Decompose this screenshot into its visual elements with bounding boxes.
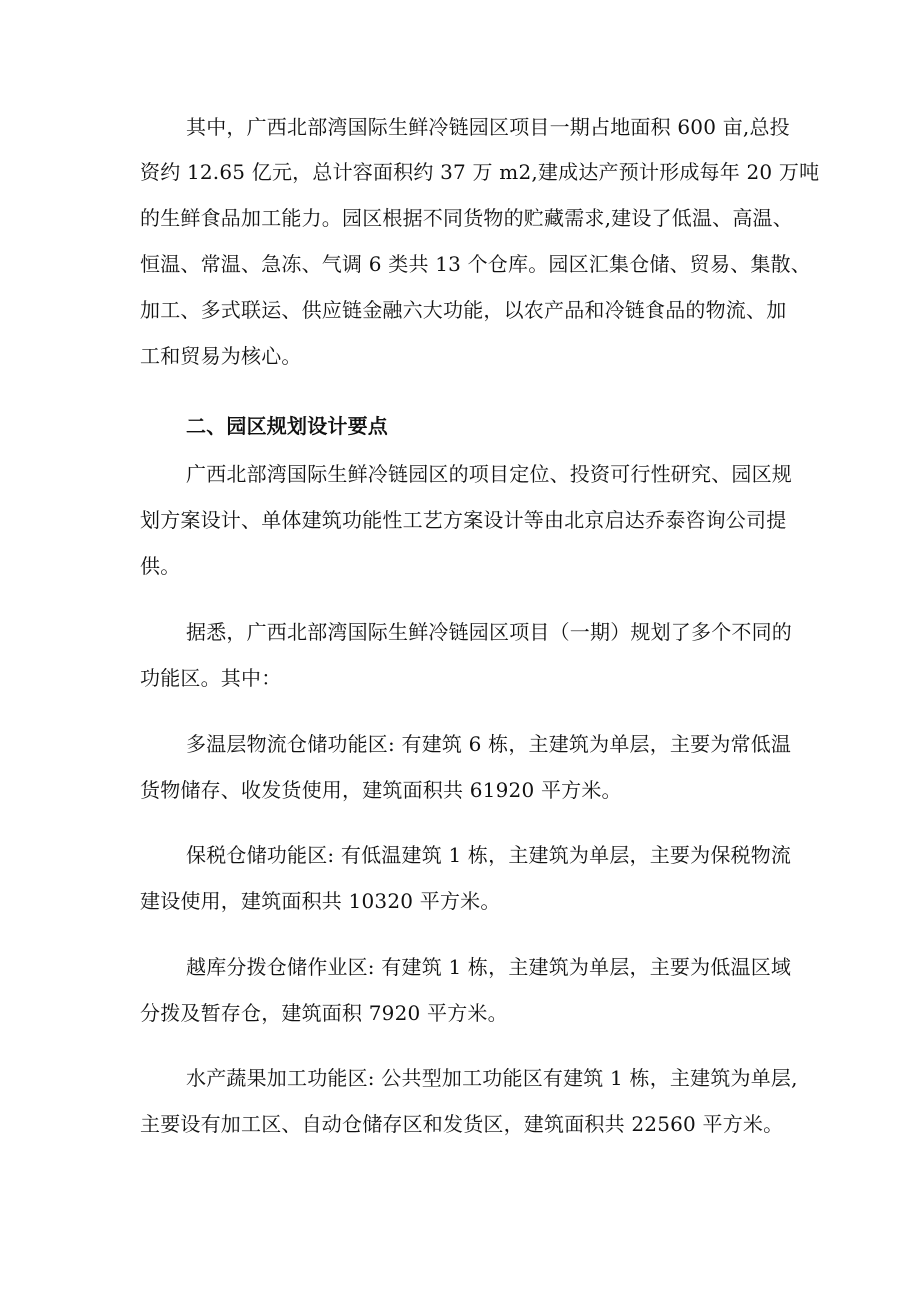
paragraph-1-line-6: 工和贸易为核心。: [140, 344, 302, 368]
paragraph-1-line-1: 其中，广西北部湾国际生鲜冷链园区项目一期占地面积 600 亩,总投: [186, 115, 790, 139]
paragraph-1-line-5: 加工、多式联运、供应链金融六大功能，以农产品和冷链食品的物流、加: [140, 298, 787, 322]
paragraph-4-line-2: 货物储存、收发货使用，建筑面积共 61920 平方米。: [140, 778, 622, 802]
paragraph-2-line-3: 供。: [140, 554, 181, 578]
paragraph-7-line-1: 水产蔬果加工功能区: 公共型加工功能区有建筑 1 栋，主建筑为单层,: [186, 1066, 798, 1090]
paragraph-3-line-2: 功能区。其中：: [140, 666, 282, 690]
paragraph-1-line-2: 资约 12.65 亿元，总计容面积约 37 万 m2,建成达产预计形成每年 20 万吨: [140, 160, 820, 184]
paragraph-1-line-4: 恒温、常温、急冻、气调 6 类共 13 个仓库。园区汇集仓储、贸易、集散、: [140, 252, 812, 276]
paragraph-2-line-2: 划方案设计、单体建筑功能性工艺方案设计等由北京启达乔泰咨询公司提: [140, 508, 787, 532]
paragraph-6-line-2: 分拨及暂存仓，建筑面积 7920 平方米。: [140, 1001, 508, 1025]
paragraph-4-line-1: 多温层物流仓储功能区: 有建筑 6 栋，主建筑为单层，主要为常低温: [186, 732, 792, 756]
paragraph-3-line-1: 据悉，广西北部湾国际生鲜冷链园区项目（一期）规划了多个不同的: [186, 620, 792, 644]
paragraph-5-line-1: 保税仓储功能区: 有低温建筑 1 栋，主建筑为单层，主要为保税物流: [186, 843, 792, 867]
paragraph-7-line-2: 主要设有加工区、自动仓储存区和发货区，建筑面积共 22560 平方米。: [140, 1112, 784, 1136]
paragraph-2-line-1: 广西北部湾国际生鲜冷链园区的项目定位、投资可行性研究、园区规: [186, 462, 792, 486]
section-heading: 二、园区规划设计要点: [186, 414, 388, 438]
paragraph-6-line-1: 越库分拨仓储作业区: 有建筑 1 栋，主建筑为单层，主要为低温区域: [186, 955, 792, 979]
paragraph-5-line-2: 建设使用，建筑面积共 10320 平方米。: [140, 889, 501, 913]
paragraph-1-line-3: 的生鲜食品加工能力。园区根据不同货物的贮藏需求,建设了低温、高温、: [140, 206, 793, 230]
